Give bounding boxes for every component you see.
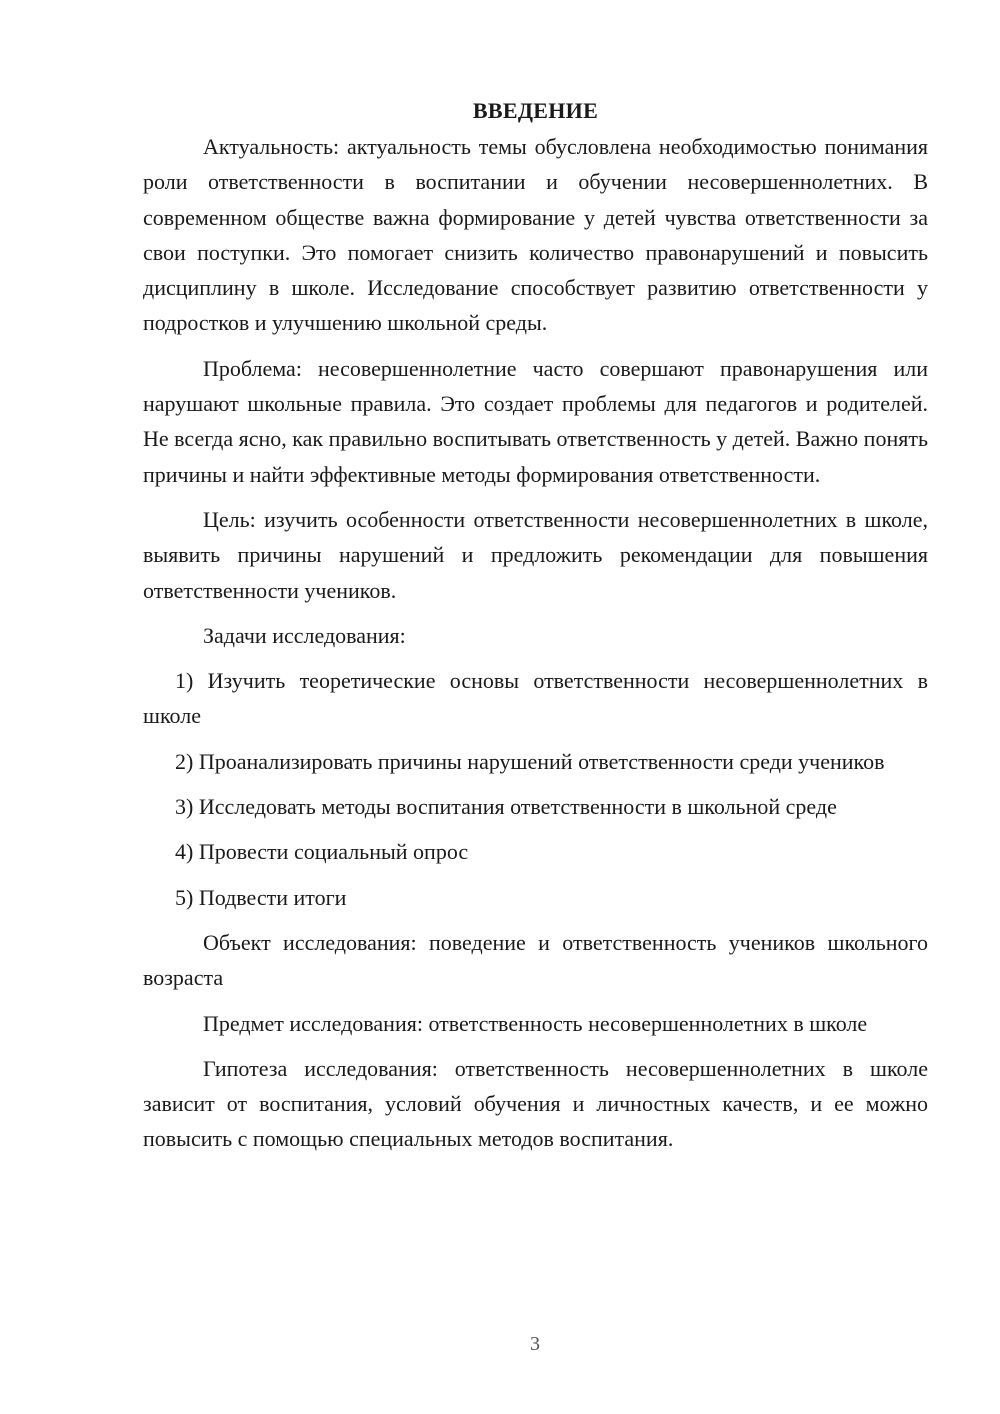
page-number: 3 xyxy=(530,1333,540,1355)
document-page xyxy=(143,95,928,1167)
goal-paragraph: Цель: изучить особенности ответственности несовершеннолетних в школе, выявить причины нарушений и предложить рекомендации для повышения ответственности учеников. xyxy=(143,506,928,603)
task-item-3: 3) Исследовать методы воспитания ответственности в школьной среде xyxy=(175,794,837,820)
hypothesis-paragraph: Гипотеза исследования: ответственность несовершеннолетних в школе зависит от воспитания, условий обучения и личностных качеств, и ее можно повысить с помощью специальных методов воспитания. xyxy=(143,1055,928,1152)
tasks-heading: Задачи исследования: xyxy=(203,622,406,648)
task-item-2: 2) Проанализировать причины нарушений ответственности среди учеников xyxy=(175,748,885,774)
subject-paragraph: Предмет исследования: ответственность несовершеннолетних в школе xyxy=(203,1010,868,1036)
task-item-4: 4) Провести социальный опрос xyxy=(175,839,469,865)
document-title: ВВЕДЕНИЕ xyxy=(472,98,599,123)
task-item-1: 1) Изучить теоретические основы ответственности несовершеннолетних в школе xyxy=(143,668,928,729)
relevance-paragraph: Актуальность: актуальность темы обусловлена необходимостью понимания роли ответственности в воспитании и обучении несовершеннолетних. В современном обществе важна формирование у детей чувства ответственности за свои поступки. Это помогает снизить количество правонарушений и повысить дисциплину в школе. Исследование способствует развитию ответственности у подростков и улучшению школьной среды. xyxy=(143,134,928,336)
object-paragraph: Объект исследования: поведение и ответственность учеников школьного возраста xyxy=(143,929,928,991)
task-item-5: 5) Подвести итоги xyxy=(175,884,347,910)
problem-paragraph: Проблема: несовершеннолетние часто совершают правонарушения или нарушают школьные правила. Это создает проблемы для педагогов и родителей. Не всегда ясно, как правильно воспитывать ответственность у детей. Важно понять причины и найти эффективные методы формирования ответственности. xyxy=(143,355,928,487)
